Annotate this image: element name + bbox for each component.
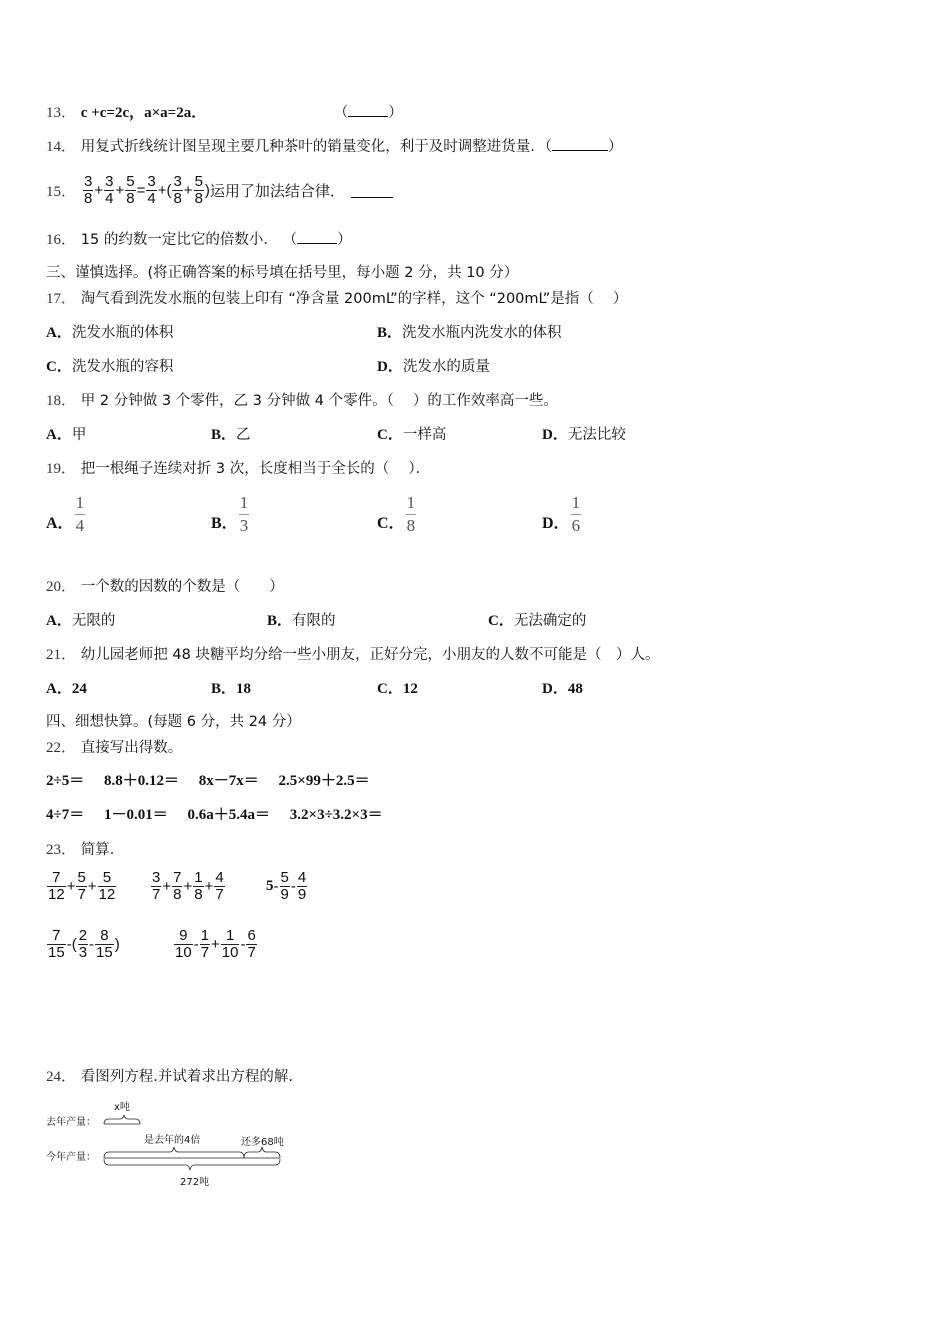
section-4-title: 四、细想快算。(每题 6 分，共 24 分） (46, 714, 301, 730)
option-b[interactable]: B．洗发水瓶内洗发水的体积 (377, 325, 562, 341)
times-label: 是去年的4倍 (144, 1135, 201, 1146)
option-c[interactable]: C．12 (377, 681, 418, 697)
question-number: 19． (46, 461, 77, 477)
calc-item: 1－0.01＝ (103, 807, 168, 823)
simplify-expr-3: 5 - $\frac{5}{9}$ - $\frac{4}{9}$ (266, 869, 307, 903)
question-19 (46, 458, 430, 479)
option-b[interactable]: B．有限的 (267, 613, 336, 629)
question-23 (46, 839, 124, 860)
option-c[interactable]: C． $\frac{1}{8}$ (377, 493, 416, 535)
simplify-expr-1: $\frac{7}{12}$ + $\frac{5}{7}$ + $\frac{5}{12}$ (48, 869, 116, 903)
simplify-expr-5: $\frac{9}{10}$ - $\frac{1}{7}$ + $\frac{1}{10}$ - $\frac{6}{7}$ (175, 927, 256, 961)
question-14: 14． 用复式折线统计图呈现主要几种茶叶的销量变化，利于及时调整进货量．（ ） (46, 139, 623, 155)
question-13: 13． c +c=2c，a×a=2a． （ ） (46, 105, 403, 121)
question-text: 一个数的因数的个数是（ ） (80, 579, 284, 595)
option-a[interactable]: A． $\frac{1}{4}$ (46, 493, 85, 535)
question-text: 把一根绳子连续对折 3 次，长度相当于全长的（ ）． (80, 461, 431, 477)
question-number: 16． (46, 232, 77, 248)
option-d[interactable]: D．48 (542, 681, 583, 697)
question-number: 23． (46, 842, 77, 858)
question-number: 18． (46, 393, 77, 409)
question-number: 21． (46, 647, 77, 663)
question-22 (46, 737, 182, 758)
question-text: 简算． (80, 842, 125, 858)
x-label: x吨 (114, 1102, 130, 1113)
option-a[interactable]: A．甲 (46, 427, 87, 443)
question-20 (46, 576, 284, 597)
question-number: 22． (46, 740, 77, 756)
option-d[interactable]: D．无法比较 (542, 427, 626, 443)
calc-item: 3.2×3÷3.2×3＝ (289, 807, 383, 823)
more-label: 还多68吨 (241, 1137, 284, 1148)
option-a[interactable]: A．24 (46, 681, 87, 697)
option-b[interactable]: B．18 (211, 681, 252, 697)
question-text: 甲 2 分钟做 3 个零件，乙 3 分钟做 4 个零件。（ ）的工作效率高一些。 (80, 393, 558, 409)
option-b[interactable]: B． $\frac{1}{3}$ (211, 493, 249, 535)
option-a[interactable]: A．洗发水瓶的体积 (46, 325, 174, 341)
calc-item: 2.5×99＋2.5＝ (278, 773, 370, 789)
question-24 (46, 1066, 293, 1087)
question-number: 13． (46, 105, 77, 121)
option-d[interactable]: D． $\frac{1}{6}$ (542, 493, 581, 535)
calc-item: 2÷5＝ (46, 773, 85, 789)
brace-diagram (46, 1098, 306, 1190)
question-16: 16． 15 的约数一定比它的倍数小． （ ） (46, 232, 352, 248)
simplify-expr-2: $\frac{3}{7}$ + $\frac{7}{8}$ + $\frac{1}{8}$ + $\frac{4}{7}$ (152, 869, 224, 903)
calc-row-1 (46, 771, 370, 791)
answer-blank[interactable] (297, 231, 337, 244)
question-text: 用复式折线统计图呈现主要几种茶叶的销量变化，利于及时调整进货量． (80, 139, 545, 155)
fraction: $\frac{5}{8}$ (194, 172, 203, 207)
question-text: c +c=2c，a×a=2a． (80, 105, 207, 121)
question-number: 14． (46, 139, 77, 155)
answer-blank[interactable] (351, 183, 393, 198)
answer-blank[interactable] (552, 138, 608, 151)
answer-blank[interactable] (348, 104, 388, 117)
calc-item: 8x－7x＝ (198, 773, 259, 789)
question-text: 15 的约数一定比它的倍数小． (80, 232, 278, 248)
fraction: $\frac{3}{8}$ (173, 172, 182, 207)
fraction: $\frac{3}{4}$ (105, 172, 114, 207)
section-3-title: 三、谨慎选择。(将正确答案的标号填在括号里，每小题 2 分，共 10 分） (46, 265, 519, 281)
last-year-label: 去年产量： (46, 1117, 96, 1128)
option-a[interactable]: A．无限的 (46, 613, 116, 629)
option-c[interactable]: C．无法确定的 (488, 613, 587, 629)
question-text: 看图列方程.并试着求出方程的解. (80, 1069, 294, 1085)
question-17 (46, 288, 627, 309)
calc-item: 4÷7＝ (46, 807, 85, 823)
option-c[interactable]: C．一样高 (377, 427, 447, 443)
question-21 (46, 644, 659, 665)
question-number: 24． (46, 1069, 77, 1085)
this-year-label: 今年产量： (46, 1152, 96, 1163)
calc-item: 8.8＋0.12＝ (103, 773, 179, 789)
simplify-expr-4: $\frac{7}{15}$ - ( $\frac{2}{3}$ - $\frac{8}{15}$ ) (48, 927, 120, 961)
question-number: 20． (46, 579, 77, 595)
question-number: 17． (46, 291, 77, 307)
line-segment-diagram (46, 1098, 306, 1190)
fraction: $\frac{5}{8}$ (126, 172, 135, 207)
fraction: $\frac{3}{8}$ (84, 172, 93, 207)
question-18 (46, 390, 558, 411)
option-c[interactable]: C．洗发水瓶的容积 (46, 359, 174, 375)
calc-row-2 (46, 805, 383, 825)
question-text: 幼儿园老师把 48 块糖平均分给一些小朋友，正好分完，小朋友的人数不可能是（ ）人。 (80, 647, 660, 663)
total-label: 272吨 (180, 1177, 210, 1188)
question-text: 运用了加法结合律． (209, 181, 345, 200)
question-text: 直接写出得数。 (80, 740, 183, 756)
question-15: 15． $\frac{3}{8}$ + $\frac{3}{4}$ + $\frac{5}{8}$ = $\frac{3}{4}$ +( $\frac{3}{8}$ + $\frac{5}{8}$ ) 运用了加法结合律． (46, 168, 393, 212)
option-d[interactable]: D．洗发水的质量 (377, 359, 490, 375)
option-b[interactable]: B．乙 (211, 427, 251, 443)
question-text: 淘气看到洗发水瓶的包装上印有 “净含量 200mL”的字样，这个 “200mL”是指（ ） (80, 291, 628, 307)
calc-item: 0.6a＋5.4a＝ (187, 807, 271, 823)
question-number: 15． (46, 183, 77, 200)
fraction: $\frac{3}{4}$ (147, 172, 156, 207)
